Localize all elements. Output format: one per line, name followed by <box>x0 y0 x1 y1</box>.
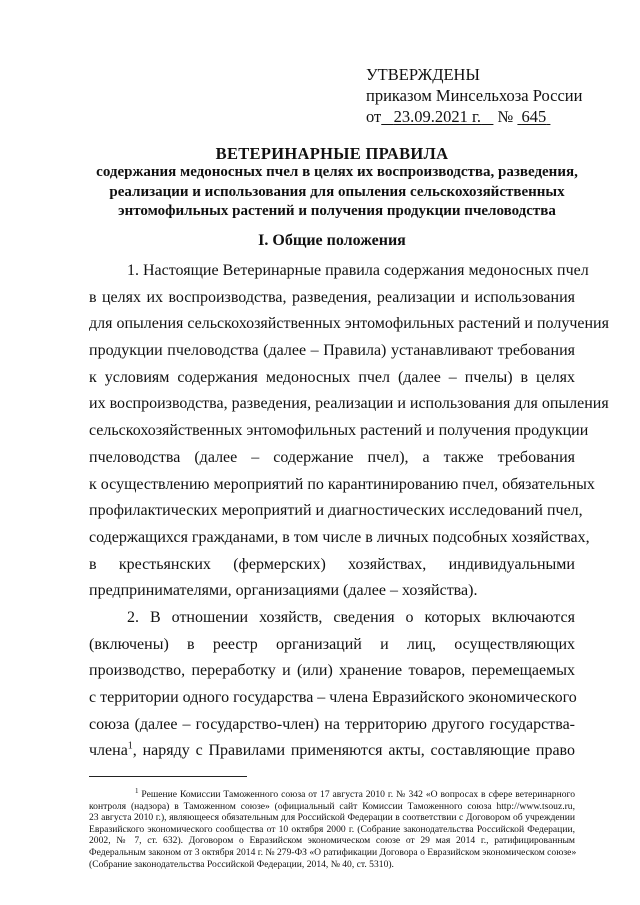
paragraph-1-line: пчеловодства (далее – содержание пчел), а также требования <box>89 448 575 466</box>
paragraph-2-line: производство, переработку и (или) хранение товаров, перемещаемых <box>89 662 575 680</box>
approval-from-label: от <box>366 107 382 126</box>
paragraph-1-line: продукции пчеловодства (далее – Правила) устанавливают требования <box>89 342 575 360</box>
paragraph-2-line: союза (далее – государство-член) на территорию другого государства- <box>89 715 575 733</box>
document-subtitle <box>82 163 592 222</box>
document-title: ВЕТЕРИНАРНЫЕ ПРАВИЛА <box>215 144 449 163</box>
approval-number-label: № <box>497 107 514 126</box>
approval-block <box>366 64 582 127</box>
footnote-line: контроля (надзора) в Таможенном союзе» (официальный сайт Комиссии Таможенного союза http://www.tsouz.ru, <box>89 800 575 812</box>
paragraph-1-line: к условиям содержания медоносных пчел (далее – пчелы) в целях <box>89 368 575 386</box>
footnote-line: (Собрание законодательства Российской Федерации, 2014, № 40, ст. 5310). <box>89 858 394 870</box>
footnote-line: 2002, № 7, ст. 632). Договором о Евразийском экономическом союзе от 29 мая 2014 г., ратифицированным <box>89 835 575 847</box>
footnote-line: Федеральным законом от 3 октября 2014 г. № 279-ФЗ «О ратификации Договора о Евразийском экономическом союзе» <box>89 846 577 858</box>
paragraph-1-line: к осуществлению мероприятий по карантинированию пчел, обязательных <box>89 475 595 493</box>
paragraph-1-line: профилактических мероприятий и диагностических исследований пчел, <box>89 502 583 520</box>
approval-number: 645 <box>521 107 547 126</box>
paragraph-1-line: предпринимателями, организациями (далее – хозяйства). <box>89 582 478 600</box>
document-body <box>89 258 609 765</box>
footnote-line: $^1$ Решение Комиссии Таможенного союза от 17 августа 2010 г. № 342 «О вопросах в сфере ветеринарного <box>135 786 575 800</box>
paragraph-1-line: их воспроизводства, разведения, реализации и использования для опыления <box>89 395 609 413</box>
footnote-line: 23 августа 2010 г.), являющееся обязательным для Российской Федерации в соответствии с Договором об учреждении <box>89 812 575 824</box>
paragraph-2-line <box>89 738 575 765</box>
paragraph-1-line: в крестьянских (фермерских) хозяйствах, индивидуальными <box>89 555 575 573</box>
approval-date-line <box>366 106 582 127</box>
footnote-reference[interactable]: 1 <box>127 741 133 753</box>
paragraph-2-line: (включены) в реестр организаций и лиц, осуществляющих <box>89 635 575 653</box>
approval-heading: УТВЕРЖДЕНЫ <box>366 65 480 84</box>
paragraph-1-line: для опыления сельскохозяйственных энтомофильных растений и получения <box>89 315 609 333</box>
paragraph-1-line: сельскохозяйственных энтомофильных растений и получения продукции <box>89 422 589 440</box>
paragraph-1-line: в целях их воспроизводства, разведения, реализации и использования <box>89 288 575 306</box>
approval-date: 23.09.2021 г. <box>393 107 482 126</box>
subtitle-line: содержания медоносных пчел в целях их воспроизводства, разведения, <box>96 164 578 180</box>
paragraph-1-line: 1. Настоящие Ветеринарные правила содержания медоносных пчел <box>127 262 589 279</box>
subtitle-line: энтомофильных растений и получения продукции пчеловодства <box>118 203 556 219</box>
footnote <box>89 786 577 870</box>
footnote-marker: 1 <box>135 786 139 795</box>
footnote-line: Евразийского экономического сообщества от 10 октября 2000 г. (Собрание законодательства Российской Федерации, <box>89 823 575 835</box>
paragraph-2-line: с территории одного государства – члена Евразийского экономического <box>89 689 577 706</box>
paragraph-2-text-segment: члена <box>89 742 128 760</box>
footnote-divider <box>89 776 247 777</box>
section-heading: I. Общие положения <box>258 232 406 249</box>
approval-order-line: приказом Минсельхоза России <box>366 86 583 105</box>
paragraph-1-line: содержащихся гражданами, в том числе в личных подсобных хозяйствах, <box>89 528 590 546</box>
paragraph-2-text-segment: , наряду с Правилами применяются акты, составляющие право <box>132 742 575 760</box>
paragraph-2-line: 2. В отношении хозяйств, сведения о которых включаются <box>127 608 575 626</box>
subtitle-line: реализации и использования для опыления сельскохозяйственных <box>109 183 565 200</box>
